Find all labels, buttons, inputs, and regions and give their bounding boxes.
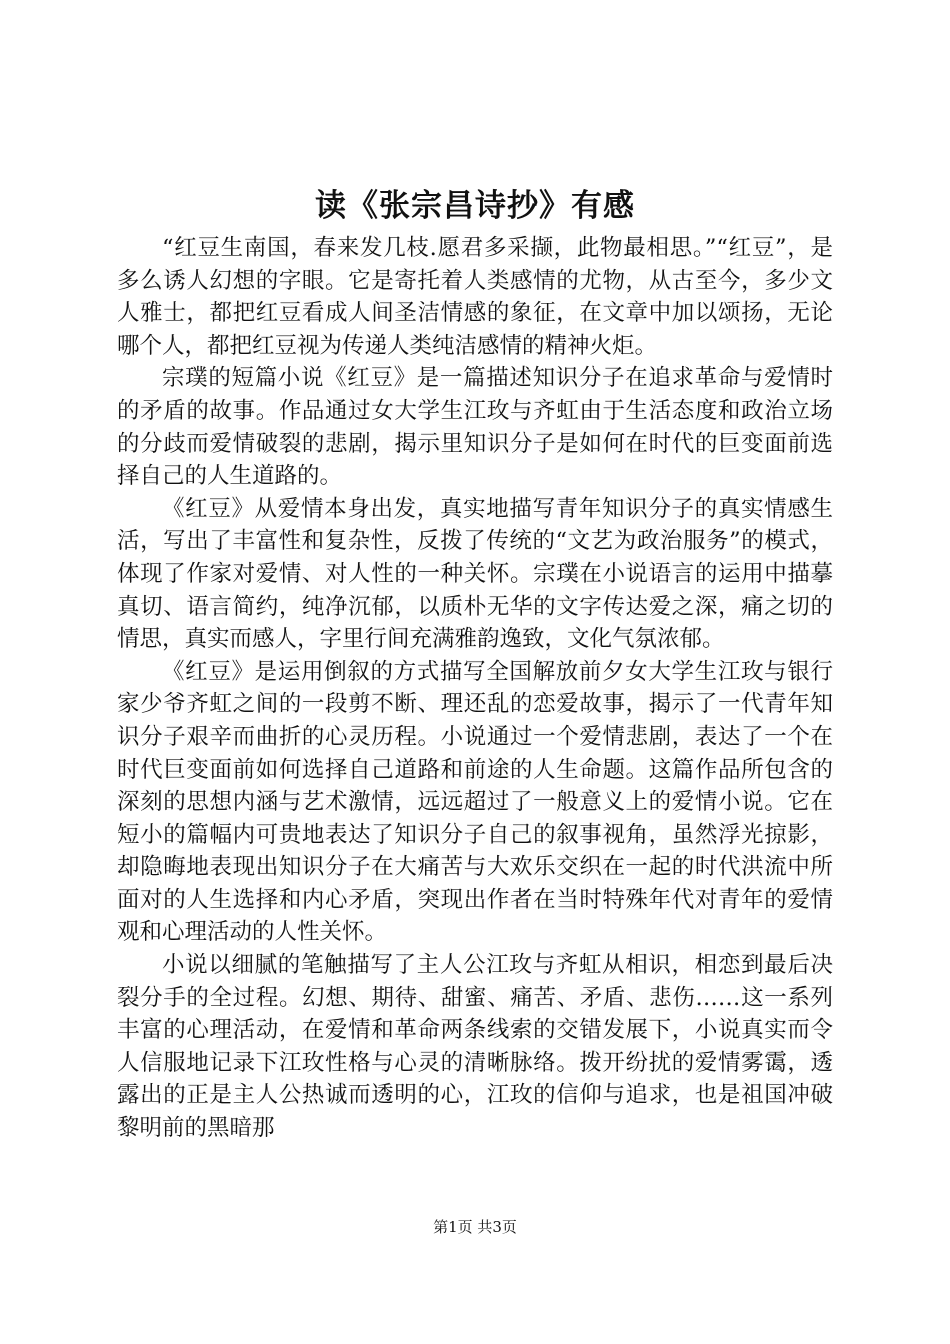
paragraph-3: 《红豆》从爱情本身出发，真实地描写青年知识分子的真实情感生活，写出了丰富性和复杂性，反拨了传统的“文艺为政治服务”的模式，体现了作家对爱情、对人性的一种关怀。宗璞在小说语言的运用中描摹真切、语言简约，纯净沉郁，以质朴无华的文字传达爱之深，痛之切的情思，真实而感人，字里行间充满雅韵逸致，文化气氛浓郁。 <box>117 495 833 653</box>
paragraph-4: 《红豆》是运用倒叙的方式描写全国解放前夕女大学生江玫与银行家少爷齐虹之间的一段剪不断、理还乱的恋爱故事，揭示了一代青年知识分子艰辛而曲折的心灵历程。小说通过一个爱情悲剧，表达了一个在时代巨变面前如何选择自己道路和前途的人生命题。这篇作品所包含的深刻的思想内涵与艺术激情，远远超过了一般意义上的爱情小说。它在短小的篇幅内可贵地表达了知识分子自己的叙事视角，虽然浮光掠影，却隐晦地表现出知识分子在大痛苦与大欢乐交织在一起的时代洪流中所面对的人生选择和内心矛盾，突现出作者在当时特殊年代对青年的爱情观和心理活动的人性关怀。 <box>117 658 833 946</box>
document-title: 读《张宗昌诗抄》有感 <box>315 188 635 224</box>
paragraph-5: 小说以细腻的笔触描写了主人公江玫与齐虹从相识，相恋到最后决裂分手的全过程。幻想、期待、甜蜜、痛苦、矛盾、悲伤……这一系列丰富的心理活动，在爱情和革命两条线索的交错发展下，小说真实而令人信服地记录下江玫性格与心灵的清晰脉络。拨开纷扰的爱情雾霭，透露出的正是主人公热诚而透明的心，江玫的信仰与追求，也是祖国冲破黎明前的黑暗那 <box>117 952 833 1142</box>
paragraph-2: 宗璞的短篇小说《红豆》是一篇描述知识分子在追求革命与爱情时的矛盾的故事。作品通过女大学生江玫与齐虹由于生活态度和政治立场的分歧而爱情破裂的悲剧，揭示里知识分子是如何在时代的巨变面前选择自己的人生道路的。 <box>117 365 833 490</box>
document-body <box>117 232 833 1145</box>
page-number-footer: 第1页 共3页 <box>433 1218 517 1236</box>
paragraph-1: “红豆生南国，春来发几枝.愿君多采撷，此物最相思。”“红豆”，是多么诱人幻想的字眼。它是寄托着人类感情的尤物，从古至今，多少文人雅士，都把红豆看成人间圣洁情感的象征，在文章中加以颂扬，无论哪个人，都把红豆视为传递人类纯洁感情的精神火炬。 <box>117 235 833 359</box>
